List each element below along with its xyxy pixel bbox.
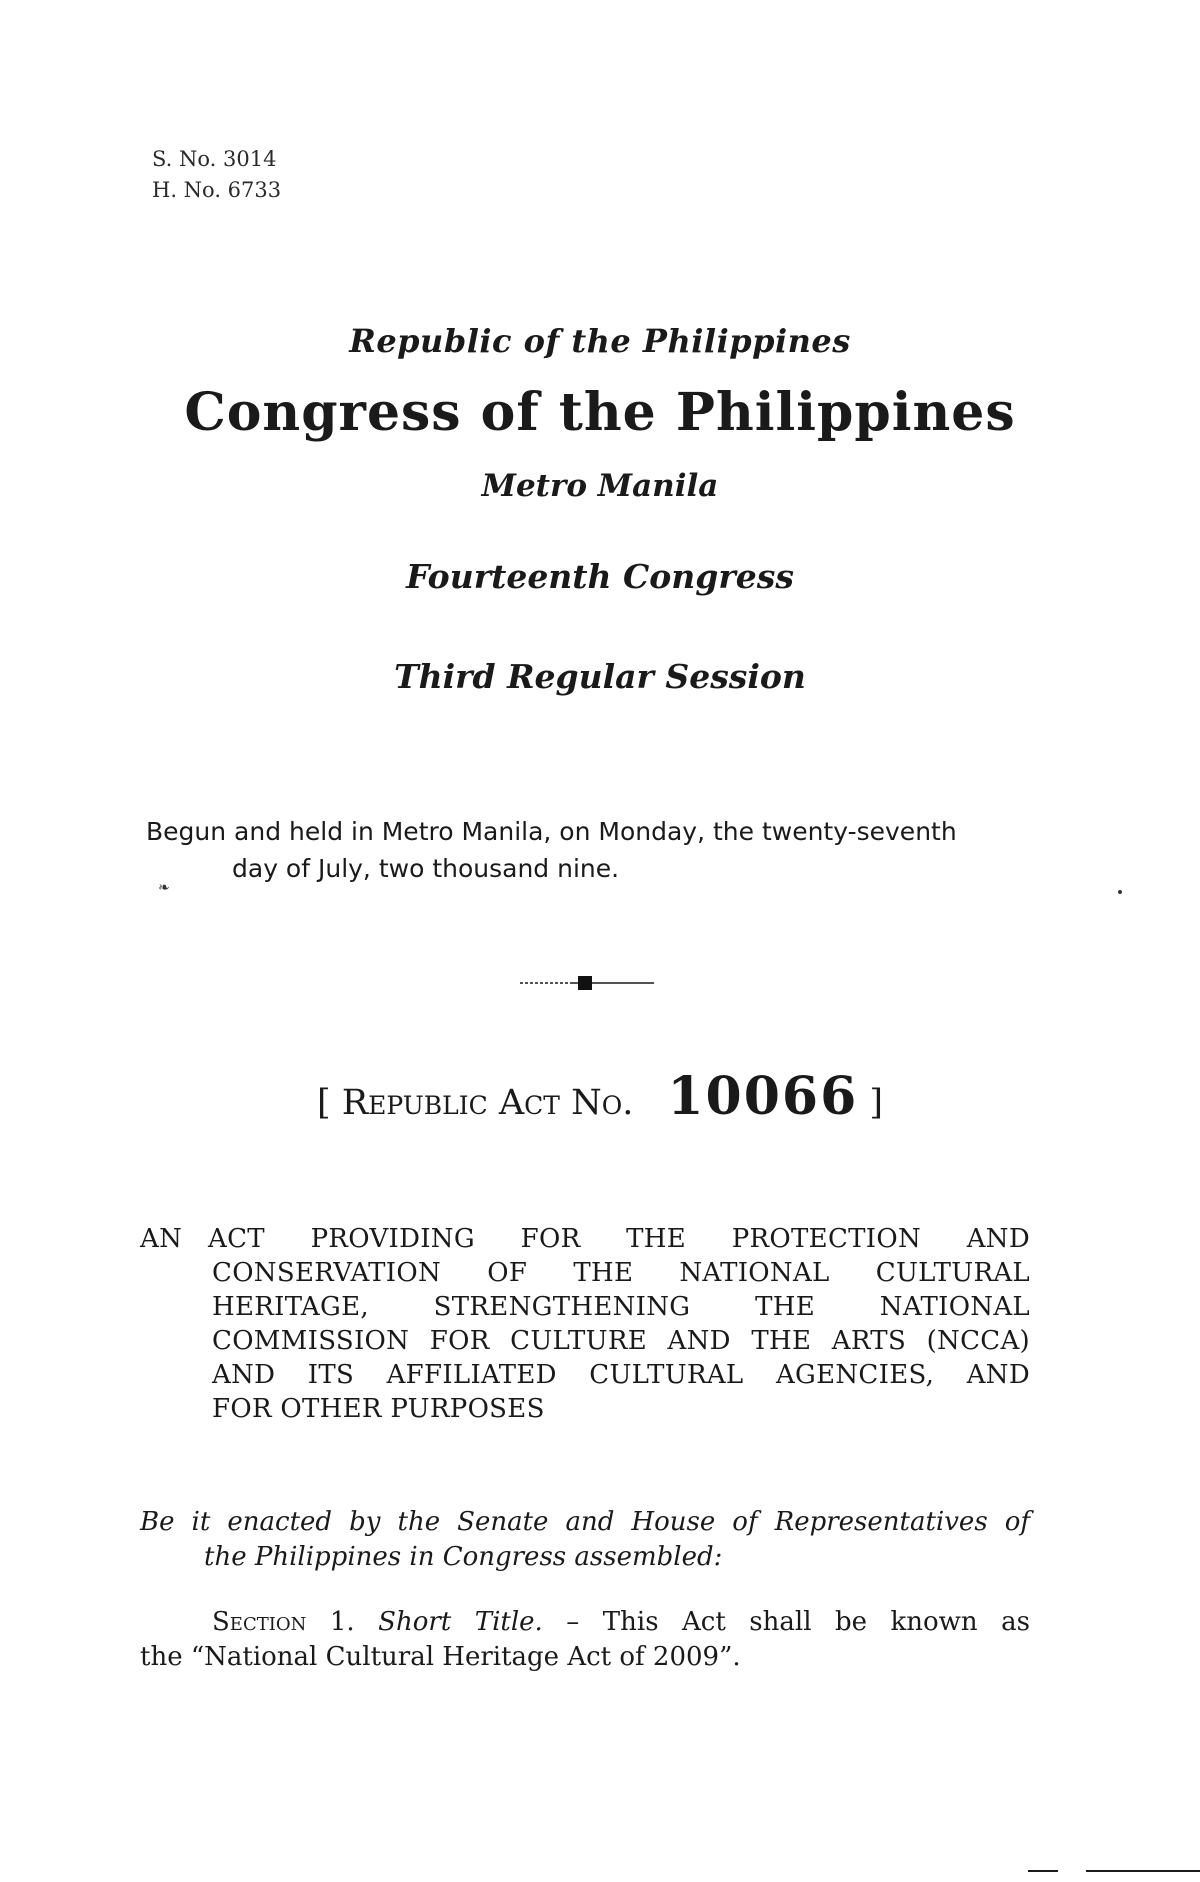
title-line: HERITAGE, STRENGTHENING THE NATIONAL (212, 1292, 1030, 1322)
bracket-open: [ (316, 1083, 342, 1123)
senate-bill-number: S. No. 3014 (152, 147, 277, 171)
congress-number-heading: Fourteenth Congress (406, 557, 794, 596)
ornamental-divider (520, 974, 654, 992)
section-1-line-1 (140, 1605, 1030, 1640)
section-1-line-2: the “National Cultural Heritage Act of 2009”. (140, 1642, 741, 1672)
short-title-label: Short Title. (378, 1607, 543, 1637)
title-line-text: ACT PROVIDING FOR THE PROTECTION AND (208, 1224, 1030, 1254)
act-title (140, 1222, 1030, 1426)
title-line: CONSERVATION OF THE NATIONAL CULTURAL (212, 1258, 1030, 1288)
section-1 (140, 1605, 1030, 1675)
bracket-close: ] (858, 1083, 884, 1123)
section-heading: Section 1. (212, 1607, 355, 1637)
title-line (140, 1222, 1030, 1256)
location-heading: Metro Manila (481, 468, 719, 504)
enacting-clause-line-1: Be it enacted by the Senate and House of Representatives of (140, 1507, 1030, 1537)
begun-text-line-1: Begun and held in Metro Manila, on Monday, the twenty-seventh (146, 817, 957, 846)
section-1-text: – This Act shall be known as (542, 1607, 1031, 1637)
republic-heading: Republic of the Philippines (349, 322, 851, 360)
scan-dot-icon (1118, 890, 1122, 894)
session-heading: Third Regular Session (394, 657, 806, 696)
title-lead: AN (140, 1224, 183, 1254)
enacting-clause-line-2: the Philippines in Congress assembled: (204, 1542, 723, 1572)
title-line: FOR OTHER PURPOSES (212, 1394, 545, 1424)
republic-act-label: Republic Act No. (341, 1083, 634, 1123)
title-line: AND ITS AFFILIATED CULTURAL AGENCIES, AND (212, 1360, 1030, 1390)
scan-mark-icon: ❧ (158, 880, 170, 896)
begun-text-line-2: day of July, two thousand nine. (232, 854, 620, 883)
republic-act-value: 10066 (667, 1066, 859, 1127)
footer-rule (1028, 1870, 1200, 1872)
enacting-clause (140, 1505, 1030, 1575)
congress-title: Congress of the Philippines (184, 382, 1016, 443)
republic-act-number (0, 1066, 1200, 1127)
title-line: COMMISSION FOR CULTURE AND THE ARTS (NCCA) (212, 1326, 1030, 1356)
house-bill-number: H. No. 6733 (152, 178, 282, 202)
